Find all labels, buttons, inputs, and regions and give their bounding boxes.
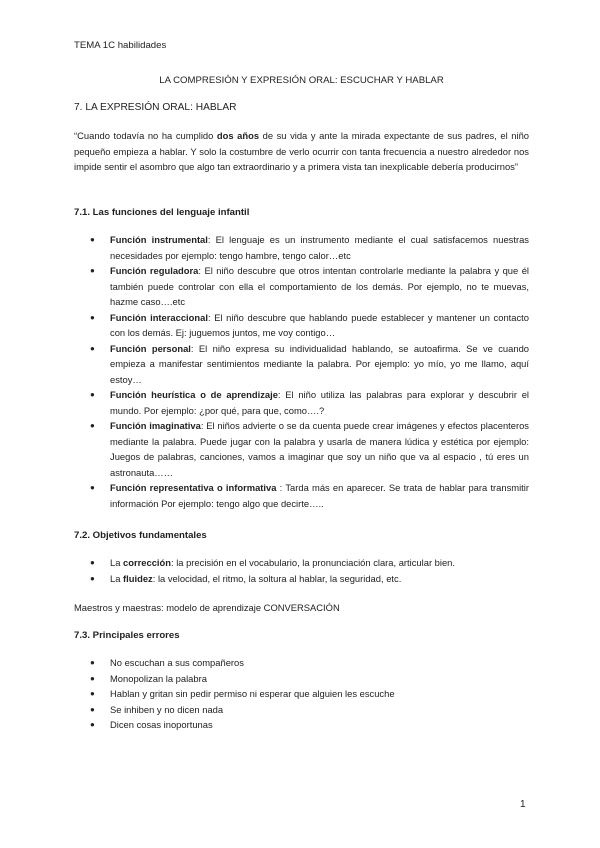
common-errors-list [90,655,529,733]
list-item: ● Monopolizan la palabra [90,671,529,687]
bullet-icon: ● [90,658,95,667]
bullet-icon: ● [90,235,95,244]
bullet-icon: ● [90,483,95,492]
section-7-2-heading: 7.2. Objetivos fundamentales [74,530,207,541]
section-7-3-heading: 7.3. Principales errores [74,630,180,641]
bullet-icon: ● [90,390,95,399]
page-number: 1 [520,799,526,810]
list-item: ● Función instrumental: El lenguaje es un instrumento mediante el cual satisfacemos nuestras necesidades por ejemplo: tengo hambre, tengo calor…etc [90,234,529,261]
list-item: ● La corrección: la precisión en el vocabulario, la pronunciación clara, articular bien. [90,555,529,571]
list-item: ● Dicen cosas inoportunas [90,717,529,733]
objectives-list [90,555,529,586]
document-title: LA COMPRESIÓN Y EXPRESIÓN ORAL: ESCUCHAR Y HABLAR [159,75,444,86]
intro-quote: “Cuando todavía no ha cumplido dos años de su vida y ante la mirada expectante de sus padres, el niño pequeño empieza a hablar. Y solo la costumbre de verlo ocurrir con tanta frecuencia a nuestro alrededor nos impide sentir el asombro que algo tan extraordinario y a primera vista tan inexplicable debería producirnos” [74,130,529,172]
bullet-icon: ● [90,558,95,567]
bullet-icon: ● [90,689,95,698]
list-item: ● Función personal: El niño expresa su individualidad hablando, se autoafirma. Se ve cuando empieza a manifestar sentimientos mediante la palabra. Por ejemplo: yo mío, yo me llamo, aquí estoy… [90,342,529,385]
list-item: ● No escuchan a sus compañeros [90,655,529,671]
list-item: ● Se inhiben y no dicen nada [90,702,529,718]
bullet-icon: ● [90,312,95,322]
bullet-icon: ● [90,704,95,714]
document-page [74,0,529,848]
bullet-icon: ● [90,673,95,683]
teacher-model-note: Maestros y maestras: modelo de aprendizaje CONVERSACIÓN [74,602,340,613]
list-item: ● Función heurística o de aprendizaje: El niño utiliza las palabras para explorar y descubrir el mundo. Por ejemplo: ¿por qué, para que, como….? [90,389,529,416]
page-header: TEMA 1C habilidades [74,40,167,51]
list-item: ● Hablan y gritan sin pedir permiso ni esperar que alguien les escuche [90,686,529,702]
bullet-icon: ● [90,266,95,275]
list-item: ● Función representativa o informativa : Tarda más en aparecer. Se trata de hablar para transmitir información Por ejemplo: tengo algo que decirte….. [90,482,529,509]
language-functions-list [90,232,529,511]
bullet-icon: ● [90,421,95,430]
list-item: ● Función imaginativa: El niños advierte o se da cuenta puede crear imágenes y efectos placenteros mediante la palabra. Puede jugar con la palabra y usarla de manera lúdica y estética por ejemplo: Juegos de palabras, canciones, vamos a imaginar que soy un niño que va al espacio , tú eres un astronauta…… [90,420,529,478]
list-item: ● Función reguladora: El niño descubre que otros intentan controlarle mediante la palabra y que él también puede controlar con ella el comportamiento de los demás. Por ejemplo, no te muevas, hazme caso….etc [90,265,529,307]
bullet-icon: ● [90,720,95,729]
bullet-icon: ● [90,343,95,353]
bullet-icon: ● [90,573,95,583]
list-item: ● Función interaccional: El niño descubre que hablando puede establecer y mantener un contacto con los demás. Ej: juguemos juntos, me voy contigo… [90,311,530,338]
section-7-heading: 7. LA EXPRESIÓN ORAL: HABLAR [74,102,237,113]
section-7-1-heading: 7.1. Las funciones del lenguaje infantil [74,207,250,218]
list-item: ● La fluidez: la velocidad, el ritmo, la soltura al hablar, la seguridad, etc. [90,571,529,587]
